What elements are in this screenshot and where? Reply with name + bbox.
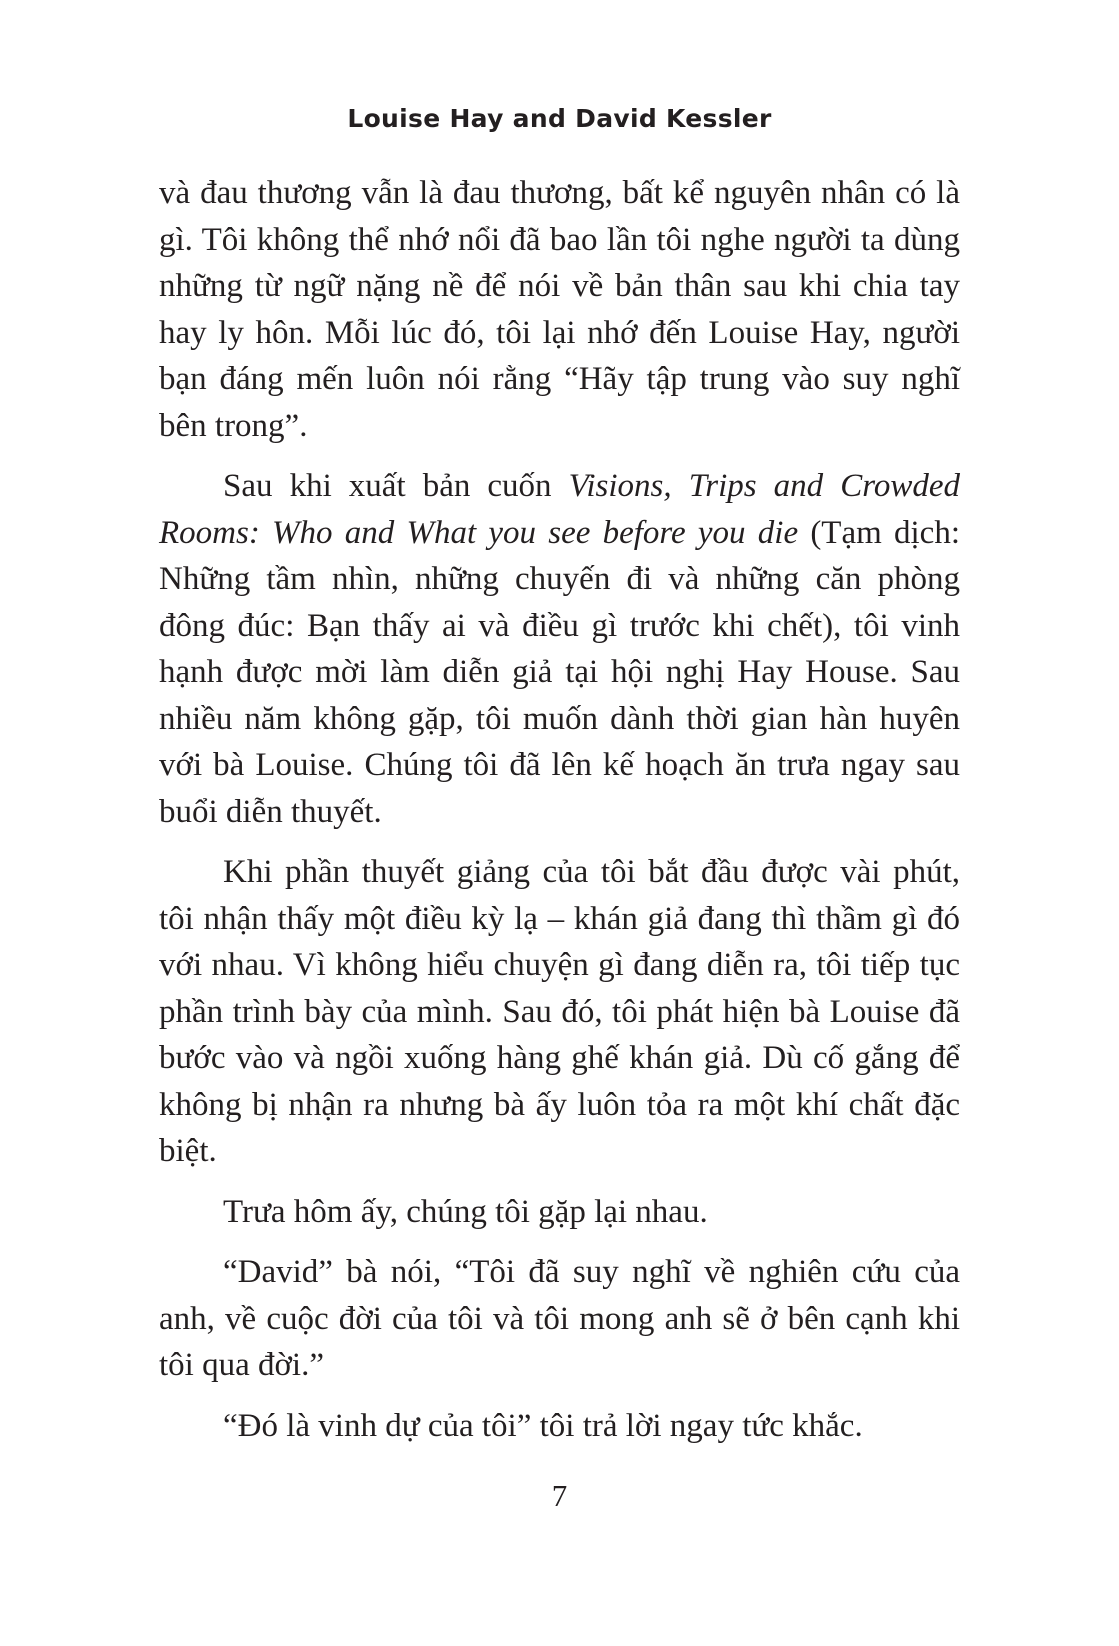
text-run: Trưa hôm ấy, chúng tôi gặp lại nhau. — [223, 1193, 708, 1230]
text-run: (Tạm dịch: Những tầm nhìn, những chuyến đi và những căn phòng đông đúc: Bạn thấy ai và điều gì trước khi chết), tôi vinh hạnh được mời làm diễn giả tại hội nghị Hay House. Sau nhiều năm không gặp, tôi muốn dành thời gian hàn huyên với bà Louise. Chúng tôi đã lên kế hoạch ăn trưa ngay sau buổi diễn thuyết. — [159, 514, 960, 830]
paragraph — [159, 463, 960, 835]
book-title-italic: Visions, Trips and Crowded Rooms: Who and What you see before you die — [159, 468, 961, 551]
running-header: Louise Hay and David Kessler — [347, 104, 772, 133]
text-run: và đau thương vẫn là đau thương, bất kể nguyên nhân có là gì. Tôi không thể nhớ nổi đã bao lần tôi nghe người ta dùng những từ ngữ nặng nề để nói về bản thân sau khi chia tay hay ly hôn. Mỗi lúc đó, tôi lại nhớ đến Louise Hay, người bạn đáng mến luôn nói rằng “Hãy tập trung vào suy nghĩ bên trong”. — [159, 175, 960, 444]
body-text-block — [159, 170, 960, 1463]
page-number: 7 — [551, 1478, 568, 1513]
paragraph — [159, 1249, 960, 1389]
paragraph — [159, 1189, 960, 1236]
paragraph — [159, 849, 960, 1175]
paragraph — [159, 170, 960, 449]
text-run: Khi phần thuyết giảng của tôi bắt đầu được vài phút, tôi nhận thấy một điều kỳ lạ – khán giả đang thì thầm gì đó với nhau. Vì không hiểu chuyện gì đang diễn ra, tôi tiếp tục phần trình bày của mình. Sau đó, tôi phát hiện bà Louise đã bước vào và ngồi xuống hàng ghế khán giả. Dù cố gắng để không bị nhận ra nhưng bà ấy luôn tỏa ra một khí chất đặc biệt. — [159, 854, 960, 1169]
text-run: Sau khi xuất bản cuốn — [223, 468, 569, 504]
paragraph — [159, 1403, 960, 1450]
text-run: “David” bà nói, “Tôi đã suy nghĩ về nghiên cứu của anh, về cuộc đời của tôi và tôi mong anh sẽ ở bên cạnh khi tôi qua đời.” — [159, 1254, 960, 1383]
text-run: “Đó là vinh dự của tôi” tôi trả lời ngay tức khắc. — [223, 1407, 863, 1444]
